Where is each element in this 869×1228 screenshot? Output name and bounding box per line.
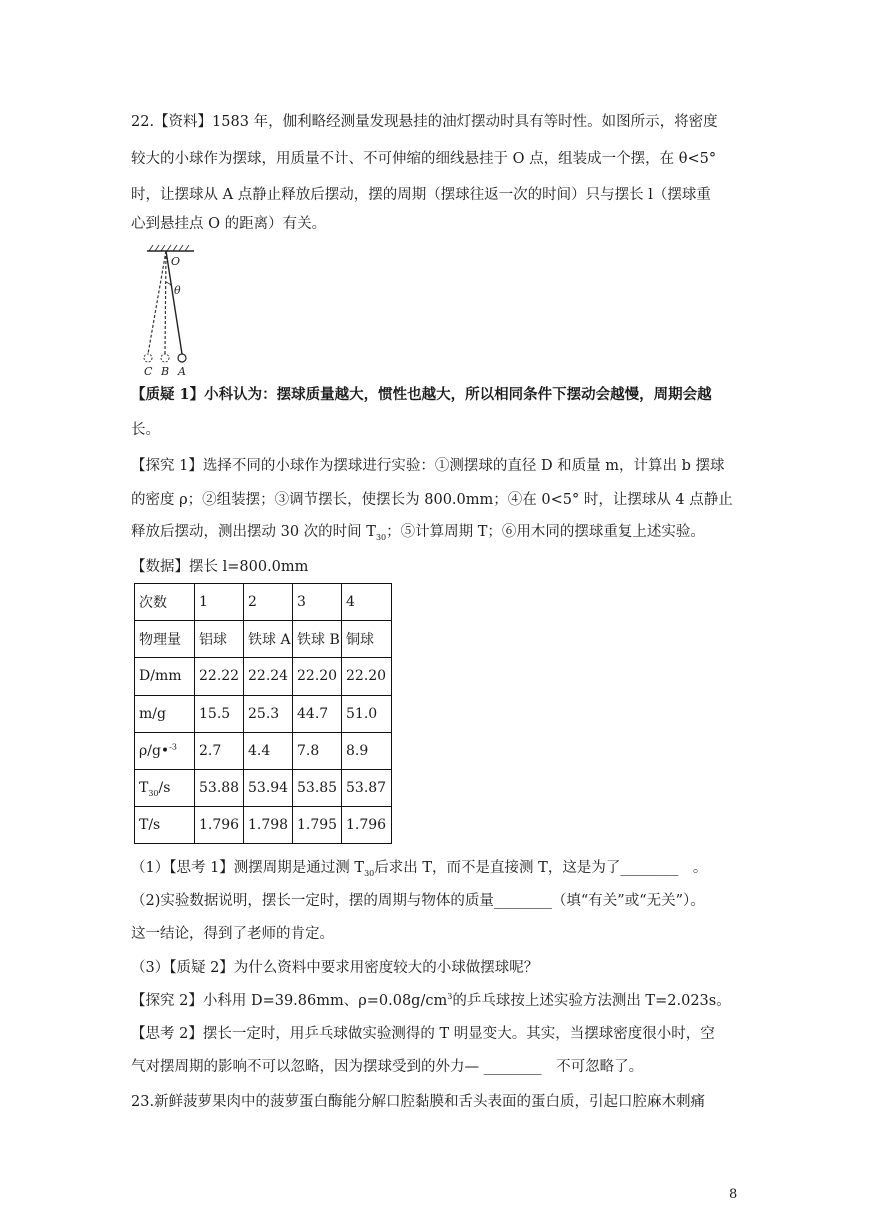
explore1-line-2: 的密度 ρ；②组装摆；③调节摆长，使摆长为 800.0mm；④在 0<5° 时，让摆球从 4 点静止 (131, 492, 733, 508)
data-heading: 【数据】摆长 l=800.0mm (131, 559, 309, 575)
table-cell: 22.20 (342, 658, 392, 695)
table-cell: 1.796 (195, 807, 244, 844)
table-cell: 2.7 (195, 732, 244, 769)
label-o: O (171, 255, 181, 268)
table-cell: 53.94 (244, 769, 293, 806)
table-row (135, 658, 392, 695)
think2-line-1: 【思考 2】摆长一定时，用乒乓球做实验测得的 T 明显变大。其实，当摆球密度很小时，空 (131, 1026, 715, 1042)
table-cell: 铁球 B (293, 621, 342, 658)
q1-line (131, 858, 707, 878)
t30-label-sub: 30 (148, 788, 159, 798)
table-cell-rho-label (135, 732, 195, 769)
table-cell: 7.8 (293, 732, 342, 769)
q23-line-1: 23.新鲜菠萝果肉中的菠萝蛋白酶能分解口腔黏膜和舌头表面的蛋白质，引起口腔麻木刺痛 (131, 1094, 706, 1110)
explore1-line-3-b: ；⑤计算周期 T；⑥用木同的摆球重复上述实验。 (386, 524, 705, 540)
label-a: A (178, 365, 186, 378)
table-cell: 51.0 (342, 695, 392, 732)
table-cell: 4 (342, 584, 392, 621)
table-cell: 铜球 (342, 621, 392, 658)
table-cell: 8.9 (342, 732, 392, 769)
table-cell: 25.3 (244, 695, 293, 732)
table-row (135, 769, 392, 806)
explore1-line-3-sub: 30 (375, 532, 387, 542)
table-row (135, 621, 392, 658)
t30-label-b: /s (158, 780, 171, 797)
data-table (134, 583, 392, 844)
page-number: 8 (729, 1187, 738, 1202)
pendulum-figure (140, 242, 200, 380)
table-cell: 15.5 (195, 695, 244, 732)
table-row (135, 732, 392, 769)
table-cell: 53.88 (195, 769, 244, 806)
q22-line-2: 较大的小球作为摆球，用质量不计、不可伸缩的细线悬挂于 O 点，组装成一个摆，在 θ<5° (131, 151, 717, 167)
doubt1-line-1 (131, 385, 712, 405)
table-cell: 3 (293, 584, 342, 621)
table-row (135, 584, 392, 621)
explore2-text-a: 【探究 2】小科用 D=39.86mm、ρ=0.08g/cm (131, 993, 448, 1009)
q22-line-1: 22.【资料】1583 年，伽利略经测量发现悬挂的油灯摆动时具有等时性。如图所示，将密度 (131, 114, 718, 130)
table-cell: 53.87 (342, 769, 392, 806)
table-cell: 44.7 (293, 695, 342, 732)
table-cell: 22.20 (293, 658, 342, 695)
doubt1-line-2: 长。 (131, 422, 160, 438)
explore2-sup: 3 (447, 992, 453, 1002)
q3-line: （3）【质疑 2】为什么资料中要求用密度较大的小球做摆球呢？ (131, 960, 539, 976)
explore1-line-3 (131, 522, 705, 542)
q1-text-a: （1）【思考 1】测摆周期是通过测 T (131, 860, 365, 876)
table-cell: 22.24 (244, 658, 293, 695)
explore2-text-b: 的乒乓球按上述实验方法测出 T=2.023s。 (452, 993, 731, 1009)
think2-line-2: 气对摆周期的影响不可以忽略，因为摆球受到的外力— ________ 不可忽略了。 (131, 1059, 644, 1075)
q2-line-1: （2)实验数据说明，摆长一定时，摆的周期与物体的质量________（填“有关”或“无关”）。 (131, 893, 705, 909)
label-theta: θ (174, 284, 181, 297)
table-row (135, 807, 392, 844)
table-cell: m/g (135, 695, 195, 732)
table-cell: 铝球 (195, 621, 244, 658)
q22-line-4: 心到悬挂点 O 的距离）有关。 (131, 216, 327, 232)
rho-label-sup: -3 (169, 742, 177, 752)
explore1-line-3-a: 释放后摆动，测出摆动 30 次的时间 T (131, 524, 376, 540)
table-cell-t30-label (135, 769, 195, 806)
table-cell: 1.798 (244, 807, 293, 844)
table-cell: 4.4 (244, 732, 293, 769)
label-c: C (144, 365, 153, 378)
t30-label-a: T (139, 780, 149, 797)
explore1-line-1: 【探究 1】选择不同的小球作为摆球进行实验：①测摆球的直径 D 和质量 m，计算出 b 摆球 (131, 458, 725, 474)
table-cell: D/mm (135, 658, 195, 695)
table-row (135, 695, 392, 732)
table-cell: 次数 (135, 584, 195, 621)
doubt1-text-1: 【质疑 1】小科认为：摆球质量越大，惯性也越大，所以相同条件下摆动会越慢，周期会越 (131, 386, 712, 403)
explore2-line (131, 991, 731, 1011)
table-cell: 铁球 A (244, 621, 293, 658)
label-b: B (161, 365, 170, 378)
q1-text-b: 后求出 T，而不是直接测 T，这是为了________ 。 (374, 860, 708, 876)
table-cell: 1.796 (342, 807, 392, 844)
q1-sub: 30 (364, 868, 375, 878)
table-cell: T/s (135, 807, 195, 844)
q22-line-3: 时，让摆球从 A 点静止释放后摆动，摆的周期（摆球往返一次的时间）只与摆长 l（摆球重 (131, 187, 711, 203)
table-cell: 53.85 (293, 769, 342, 806)
table-cell: 1.795 (293, 807, 342, 844)
table-cell: 2 (244, 584, 293, 621)
table-cell: 1 (195, 584, 244, 621)
table-cell: 22.22 (195, 658, 244, 695)
rho-label-text: ρ/g• (139, 742, 170, 759)
table-cell: 物理量 (135, 621, 195, 658)
q2-line-2: 这一结论，得到了老师的肯定。 (131, 926, 334, 942)
